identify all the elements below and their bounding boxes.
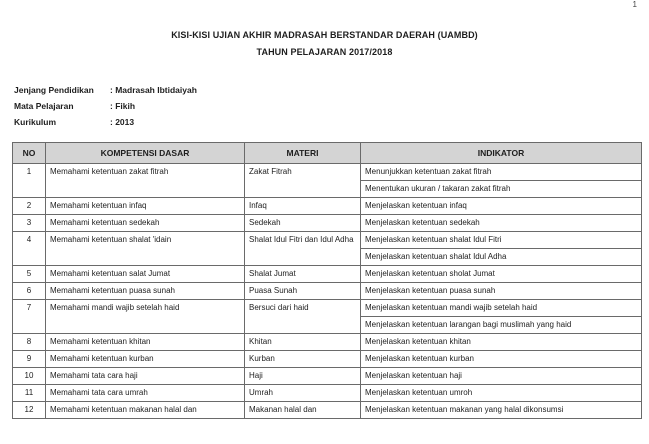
meta-value: : Fikih: [110, 101, 136, 111]
cell-materi: Shalat Jumat: [245, 266, 361, 283]
cell-indikator: Menjelaskan ketentuan sholat Jumat: [361, 266, 642, 283]
cell-indikator: Menjelaskan ketentuan shalat Idul Adha: [361, 249, 642, 266]
table-row: [13, 402, 642, 419]
cell-materi: Kurban: [245, 351, 361, 368]
cell-indikator: Menjelaskan ketentuan kurban: [361, 351, 642, 368]
table-row: [13, 164, 642, 181]
cell-materi: Shalat Idul Fitri dan Idul Adha: [245, 232, 361, 266]
cell-kompetensi-dasar: Memahami ketentuan salat Jumat: [46, 266, 245, 283]
table-row: [13, 334, 642, 351]
document-title: KISI-KISI UJIAN AKHIR MADRASAH BERSTANDAR DAERAH (UAMBD): [171, 30, 478, 40]
cell-kompetensi-dasar: Memahami tata cara umrah: [46, 385, 245, 402]
cell-indikator: Menentukan ukuran / takaran zakat fitrah: [361, 181, 642, 198]
cell-no: 10: [13, 368, 46, 385]
cell-indikator: Menjelaskan ketentuan larangan bagi muslimah yang haid: [361, 317, 642, 334]
meta-value: : Madrasah Ibtidaiyah: [110, 85, 197, 95]
table-row: [13, 198, 642, 215]
cell-kompetensi-dasar: Memahami ketentuan puasa sunah: [46, 283, 245, 300]
cell-materi: Makanan halal dan: [245, 402, 361, 419]
cell-kompetensi-dasar: Memahami tata cara haji: [46, 368, 245, 385]
meta-label: Mata Pelajaran: [14, 101, 74, 111]
cell-indikator: Menjelaskan ketentuan haji: [361, 368, 642, 385]
meta-label: Kurikulum: [14, 117, 57, 127]
kisi-kisi-table: [12, 142, 642, 419]
cell-materi: Bersuci dari haid: [245, 300, 361, 334]
cell-materi: Sedekah: [245, 215, 361, 232]
cell-materi: Haji: [245, 368, 361, 385]
cell-indikator: Menjelaskan ketentuan makanan yang halal dikonsumsi: [361, 402, 642, 419]
meta-value: : 2013: [110, 117, 135, 127]
table-row: [13, 300, 642, 317]
meta-row-jenjang: [14, 82, 197, 98]
cell-materi: Umrah: [245, 385, 361, 402]
cell-no: 1: [13, 164, 46, 198]
header-no: NO: [13, 143, 46, 164]
cell-kompetensi-dasar: Memahami ketentuan infaq: [46, 198, 245, 215]
table-row: [13, 283, 642, 300]
cell-materi: Infaq: [245, 198, 361, 215]
meta-row-kurikulum: [14, 114, 197, 130]
meta-label: Jenjang Pendidikan: [14, 85, 94, 95]
document-meta: [14, 82, 197, 130]
cell-kompetensi-dasar: Memahami ketentuan shalat 'idain: [46, 232, 245, 266]
cell-indikator: Menunjukkan ketentuan zakat fitrah: [361, 164, 642, 181]
table-row: [13, 232, 642, 249]
cell-indikator: Menjelaskan ketentuan puasa sunah: [361, 283, 642, 300]
cell-indikator: Menjelaskan ketentuan sedekah: [361, 215, 642, 232]
cell-no: 12: [13, 402, 46, 419]
header-indikator: INDIKATOR: [361, 143, 642, 164]
table-body: [13, 164, 642, 419]
cell-indikator: Menjelaskan ketentuan umroh: [361, 385, 642, 402]
cell-no: 6: [13, 283, 46, 300]
header-kompetensi-dasar: KOMPETENSI DASAR: [46, 143, 245, 164]
table-row: [13, 385, 642, 402]
table-header-row: [13, 143, 642, 164]
cell-no: 4: [13, 232, 46, 266]
cell-indikator: Menjelaskan ketentuan infaq: [361, 198, 642, 215]
cell-materi: Puasa Sunah: [245, 283, 361, 300]
cell-indikator: Menjelaskan ketentuan khitan: [361, 334, 642, 351]
cell-kompetensi-dasar: Memahami ketentuan makanan halal dan: [46, 402, 245, 419]
cell-kompetensi-dasar: Memahami mandi wajib setelah haid: [46, 300, 245, 334]
cell-kompetensi-dasar: Memahami ketentuan sedekah: [46, 215, 245, 232]
cell-materi: Khitan: [245, 334, 361, 351]
page-number: 1: [632, 0, 637, 9]
cell-no: 5: [13, 266, 46, 283]
cell-materi: Zakat Fitrah: [245, 164, 361, 198]
cell-no: 8: [13, 334, 46, 351]
table-row: [13, 266, 642, 283]
cell-kompetensi-dasar: Memahami ketentuan zakat fitrah: [46, 164, 245, 198]
cell-no: 11: [13, 385, 46, 402]
cell-no: 2: [13, 198, 46, 215]
cell-no: 9: [13, 351, 46, 368]
header-materi: MATERI: [245, 143, 361, 164]
cell-kompetensi-dasar: Memahami ketentuan kurban: [46, 351, 245, 368]
meta-row-mapel: [14, 98, 197, 114]
table-row: [13, 351, 642, 368]
cell-no: 3: [13, 215, 46, 232]
table-row: [13, 368, 642, 385]
cell-indikator: Menjelaskan ketentuan mandi wajib setelah haid: [361, 300, 642, 317]
cell-no: 7: [13, 300, 46, 334]
document-subtitle: TAHUN PELAJARAN 2017/2018: [256, 47, 393, 57]
cell-kompetensi-dasar: Memahami ketentuan khitan: [46, 334, 245, 351]
table-row: [13, 215, 642, 232]
cell-indikator: Menjelaskan ketentuan shalat Idul Fitri: [361, 232, 642, 249]
